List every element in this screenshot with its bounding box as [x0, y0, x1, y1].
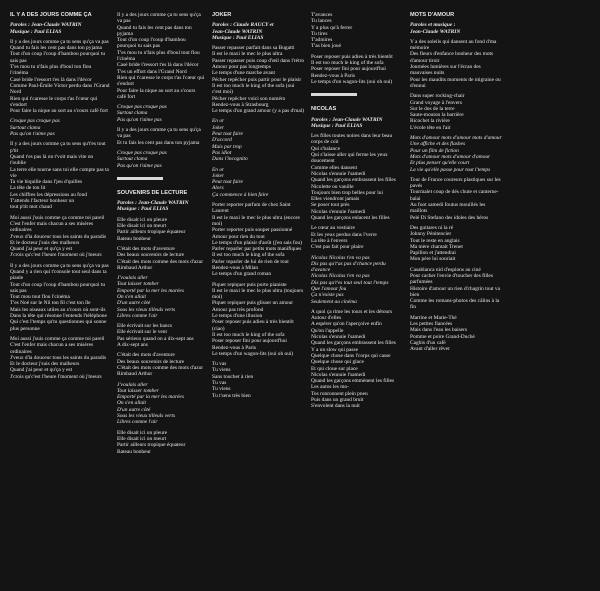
verse [311, 12, 404, 50]
lyric-line: Des beaux souvenirs de lecture [117, 252, 185, 259]
lyric-line: Tu tires [311, 30, 328, 37]
lyric-line: Alors [212, 185, 224, 192]
lyric-line: A espérer qu'on l'aperçoive enfin [311, 321, 382, 328]
lyric-line: Il y a des jours comme ça tu sens qu'ça va pas [10, 38, 109, 45]
lyric-line: Rendez-vous à Milan [212, 264, 259, 271]
lyric-line: Quand tu fais les cent pas dans ton pyjama [117, 24, 192, 37]
lyric-line: Libres comme l'air [117, 312, 158, 319]
lyric-line: Il est le maxi le mec le plus ultra [212, 51, 283, 58]
lyric-line: Elle disait ici on pleure [117, 216, 167, 223]
song-credits [117, 200, 205, 213]
chorus [117, 150, 205, 169]
credit-line: Paroles : Jean-Claude WATRIN [117, 200, 189, 207]
lyric-line: Il y a des jours comme ça tu sens qu'ça va pas [10, 262, 109, 269]
song-title: JOKER [212, 12, 232, 18]
lyric-line: Le cœur au vestiaire [311, 225, 355, 232]
verse [410, 225, 502, 263]
lyric-line: Ça n'existe pas [311, 292, 344, 299]
lyric-line: Les filles toutes noires dans leur beau corps de coït [311, 133, 393, 146]
lyric-line: Pour les maudits moments de migraine ou d'ennui [410, 76, 501, 89]
lyric-line: Le temps d'un grand roman [212, 271, 272, 278]
lyric-line: Emporté par la mer les marées [117, 394, 184, 401]
chorus [212, 118, 305, 162]
lyric-line: Tout d'un coup l'coup d'bambou pourquoi tu sais pas [10, 51, 106, 64]
lyric-line: Sur le dos de la terre [410, 105, 455, 112]
lyric-line: Tos ronronnent plein pneu [311, 390, 368, 397]
verse [212, 361, 305, 399]
lyric-line: Des beaux souvenirs de lecture [117, 358, 185, 365]
lyric-line: Tout d'un coup l'coup d'bambou pourquoi tu sais pas [10, 281, 106, 294]
column-4 [311, 12, 404, 414]
lyric-line: A dix-sept ans [117, 342, 148, 349]
lyric-line: Peut tout faire [212, 179, 243, 186]
lyric-line: Y a des soleils qui dansent au fond d'ma mémoire [410, 38, 497, 52]
lyric-line: Poser reposer fini pour aujourd'hui [212, 338, 287, 345]
lyric-line: Nicolas s'ennuie l'samedi [311, 371, 366, 378]
lyric-line: Pas qu'on t'aime pas [117, 116, 162, 123]
song-credits [311, 117, 404, 130]
lyric-line: Tout laisser tomber [117, 281, 159, 288]
lyric-line: Et le docteur j'suis des malheurs [10, 239, 80, 246]
lyric-line: Puis dans un grand bruit [311, 397, 364, 404]
lyric-line: Il est too much le king of the sofa [212, 331, 285, 338]
lyric-line: Qu'on l'appelle [311, 327, 344, 334]
verse [311, 54, 404, 85]
lyric-line: Rien qui t'caresse le corps t'as l'cœur qui s'endort [10, 95, 98, 108]
lyric-line: Quand tu fais les cent pas dans ton pyjama [10, 45, 102, 52]
lyric-line: Seulement au cinéma [311, 298, 357, 305]
lyric-line: Poser reposer puis adieu à très bientôt [311, 53, 393, 60]
lyric-line: Comme Paul-Émile Victor perdu dans l'Grand Nord [10, 82, 110, 96]
verse [410, 177, 502, 221]
lyric-line: Le temps d'un grand amour (y a pas d'mal) [212, 108, 305, 115]
lyric-line: Mon père lui souriait [410, 256, 456, 263]
lyric-line: T'es mou tu n'fais plus d'boul ton flou l'cinéma [10, 64, 92, 77]
song-title: IL Y A DES JOURS COMME ÇA [10, 12, 92, 18]
lyric-line: Saute-mouton la barrière [410, 112, 464, 119]
lyric-line: Grand voyage à l'envers [410, 99, 463, 106]
lyric-line: Tourmalet coup de dés chute et canterne-balai [410, 189, 499, 202]
lyric-line: J'veux d'la douceur tous les saints du paradis [10, 354, 107, 361]
lyric-line: Les chiffres les dépressions au fond [10, 191, 87, 198]
lyric-line: Parler reparler par petits mots manifiques [212, 246, 302, 253]
lyric-line: C'était des mots comme des mots d'azur [117, 258, 204, 265]
song-title: MOTS D'AMOUR [410, 12, 455, 18]
lyric-line: Avant d'aller rêver [410, 346, 450, 353]
verse [212, 202, 305, 278]
lyric-line: Surtout clama [117, 156, 148, 163]
lyric-line: Il est too much le king of the sofa [212, 252, 285, 259]
lyric-line: Les autos les mo- [311, 384, 349, 391]
lyric-line: Tout mou tout flou l'cinéma [10, 294, 70, 301]
lyric-line: Quelque chose dans l'corps qui casse [311, 352, 391, 359]
lyric-line: Ça commence à bien faire [212, 191, 269, 198]
verse [10, 263, 110, 332]
lyric-line: Il est le maxi le mec le plus ultra (encore moi) [212, 214, 300, 227]
lyric-line: Tu lances [311, 18, 332, 25]
lyric-line: T'avances [311, 12, 333, 18]
lyric-line: Nicolette ou vanille [311, 183, 354, 190]
lyric-line: C'est l'enfer mais chacun a ses misères ordinaires [10, 342, 94, 355]
lyric-line: Pas sérieux quand on a dix-sept ans [117, 335, 194, 342]
verse [10, 215, 110, 259]
lyric-line: Il y a des jours comme ça tu sens qu't'es tout p'tit [10, 141, 106, 154]
lyric-line: Passer repasser parfait dans sa Bugatti [212, 45, 295, 52]
lyric-line: Pas idiot [212, 149, 232, 156]
lyric-line: Mais les oiseaux utiles au s'cours où sont-ils [10, 306, 106, 313]
verse [117, 430, 205, 455]
lyric-line: Pelé Di Stefano des idoles des héros [410, 214, 489, 221]
lyric-line: Mots d'amour mots d'amour mots d'amour [410, 135, 502, 142]
lyric-line: Il est le maxi le mec le plus ultra (toujours moi) [212, 287, 304, 301]
verse [410, 267, 502, 311]
lyric-line: J'crois qu'c'est l'heure l'moment où j'meurs [10, 373, 102, 380]
lyric-line: Il y a des jours comme ça tu sens qu'ça va pas [117, 12, 201, 25]
lyric-line: Parler reparler de lui de rien de tout [212, 258, 289, 265]
lyric-line: Quand j'ai peur et qu'ça y est [10, 246, 73, 253]
lyric-line: Autour d'elles [311, 315, 342, 322]
lyric-line: Elle écrivait sur le vent [117, 329, 167, 336]
lyric-line: tout p'tit mot chaud [10, 204, 52, 211]
chorus [10, 118, 110, 137]
lyric-line: Une affiche et des flashes [410, 141, 466, 148]
lyric-line: Journées lumières sur l'écran des mauvaises nuits [410, 64, 481, 77]
chorus [117, 275, 205, 319]
lyric-line: Casé bride l'ressort t'es là dans l'décor [117, 62, 199, 69]
lyric-line: Sous les vieux tilleuls verts [117, 306, 176, 313]
lyric-line: C'était des mots comme des mots d'azur [117, 364, 204, 371]
lyric-line: Il y a des jours comme ça tu sens qu'ça va pas [117, 127, 201, 140]
lyric-line: Casablanca nid d'espions au ciné [410, 266, 481, 273]
lyric-line: Pêcher repêcher voici son numéro [212, 95, 286, 102]
lyric-line: Le temps d'un wagon-lits (oui oh oui) [212, 350, 294, 357]
lyric-line: La terre elle tourne sans toi elle compte pas ta vie [10, 166, 109, 179]
lyric-line: Moi aussi j'suis comme ça comme toi pareil [10, 214, 105, 221]
chorus [117, 104, 205, 123]
lyric-line: Toujours bien trop belles pour lui [311, 189, 383, 196]
verse [117, 352, 205, 377]
credit-line: Musique : Paul ELIAS [117, 206, 169, 213]
lyric-line: Rendez-vous à Strasbourg [212, 101, 269, 108]
lyric-line: Nicolas s'ennuie l'samedi [311, 334, 366, 341]
lyric-line: Elle disait ici on meurt [117, 223, 167, 230]
lyric-line: T'es Noé sur le Nil ton fil c'est ton île [10, 300, 91, 307]
lyric-line: Tu vas [212, 380, 227, 387]
lyric-line: Se poser tout près [311, 202, 350, 209]
verse [311, 225, 404, 250]
lyric-line: Comme elles dansent [311, 164, 358, 171]
lyric-line: La vie qu'elle passe pour tout l'temps [410, 166, 491, 173]
lyric-line: Des fleurs d'enfance bonheur des mots d'amour tiroir [410, 51, 494, 64]
lyric-line: Pour faire la nique au sort au s'cours café fort [10, 108, 108, 115]
verse [410, 93, 502, 131]
lyric-line: Casé bride l'ressort t'es là dans l'décor [10, 76, 92, 83]
lyric-line: Qui s'laisse aller qui ferme les yeux doucement [311, 152, 388, 165]
lyric-line: Au foot samedi foutus mouillés les maillots [410, 202, 486, 215]
lyric-line: T'es un effort dans l'Grand Nord [117, 68, 187, 75]
lyric-line: Partir ailleurs tropique équateur [117, 229, 186, 236]
lyric-line: Rendez-vous à Paris [311, 72, 356, 79]
lyric-line: Pécher repêcher puis partir pour le plaisir [212, 76, 302, 83]
lyric-line: Surtout clama [117, 110, 148, 117]
verse [117, 246, 205, 271]
lyric-line: Histoire d'amour un rien d'chagrin tout va bien [410, 285, 500, 298]
lyric-line: Quand j'ai peur et qu'ça y est [10, 367, 73, 374]
column-2 [117, 12, 205, 459]
lyric-line: Y a plus qu'à ferrer [311, 24, 353, 31]
lyric-line: J'crois qu'c'est l'heure l'moment où j'meurs [10, 252, 102, 259]
lyric-line: Amour pas très profond [212, 306, 264, 313]
verse [212, 282, 305, 358]
lyric-line: Pour faire la nique au sort au s'cours café fort [117, 87, 196, 100]
lyric-line: Tu viens [212, 386, 231, 393]
lyric-line: On s'en allait [117, 293, 147, 300]
lyric-line: Rimbaud Arthur [117, 371, 153, 378]
lyric-line: Pour cacher l'envie d'toucher des filles parfumées [410, 272, 493, 286]
lyric-line: Rimbaud Arthur [117, 264, 153, 271]
lyric-line: Il est too much le king of the sofa (oui c'est moi) [212, 82, 295, 96]
lyric-line: Les petites fiancées [410, 321, 453, 328]
lyric-line: Pas qu'on t'aime pas [10, 131, 55, 138]
lyric-line: C'est l'enfer mais chacun a ses misères ordinaires [10, 220, 94, 234]
chorus [117, 382, 205, 426]
lyric-line: Tu t'sens très bien [212, 392, 251, 399]
lyric-line: C'était des mots d'aventure [117, 245, 175, 252]
lyric-line: Le temps d'un plaisir d'août (j'en sais fou) [212, 239, 302, 246]
lyric-line: Partir ailleurs tropique équateur [117, 442, 186, 449]
credit-line: Jean-Claude WATRIN [212, 28, 263, 35]
song-title: SOUVENIRS DE LECTURE [117, 189, 188, 196]
lyric-line: J'voulais aller [117, 381, 148, 388]
lyric-line: Porter reporter parfum de chez Saint Laurent [212, 202, 291, 215]
lyric-line: Caghis d'un café [410, 339, 446, 346]
lyric-line: Dis pas qu't'as pas d'chance perdu d'avance [311, 260, 386, 274]
lyric-line: Elle disait ici on pleure [117, 429, 167, 436]
lyric-line: Poser reposer fini pour aujourd'hui [311, 66, 386, 73]
verse [117, 217, 205, 242]
lyric-line: Ta vie biquille dans l'jeu d'quilles [10, 179, 83, 186]
lyric-line: Johnny Pénitencier [410, 231, 452, 238]
lyric-line: Poser reposer puis adieu à très bientôt (ciao) [212, 319, 294, 332]
lyric-line: D'accord [212, 137, 232, 144]
lyric-line: Le temps d'une marche avant [212, 70, 275, 77]
lyric-line: D'un autre côté [117, 300, 151, 307]
lyric-line: T'es mou tu n'fais plus d'boul tout flou l'cinéma [117, 49, 200, 63]
verse [410, 39, 502, 89]
column-3 [212, 12, 305, 403]
lyric-line: Croque pas croque pas [117, 104, 167, 111]
lyric-line: Croque pas croque pas [10, 118, 60, 125]
lyric-line: Et les yeux perdus dans l'verre [311, 231, 377, 238]
lyric-line: Dans l'incognito [212, 156, 248, 163]
lyric-line: Piquer repiquer puis glisser un amour [212, 300, 293, 307]
lyric-line: T'as bien joué [311, 43, 342, 50]
lyric-line: Quand les garçons enlacent les filles [311, 215, 390, 222]
lyric-line: Joker [212, 172, 224, 179]
lyric-line: Amour pour pas longtemps [212, 64, 271, 71]
lyric-line: Que l'amour fou [311, 285, 347, 292]
lyric-line: Tout le reste en anglais [410, 237, 460, 244]
lyric-line: En or [212, 118, 225, 125]
lyric-line: Nicolas Nicolas t'en va pas [311, 254, 370, 261]
lyric-line: Emporté par la mer les marées [117, 287, 184, 294]
lyric-line: Il est too much le king of the sofa [311, 60, 384, 67]
lyric-line: Sous les vieux tilleuls verts [117, 413, 176, 420]
lyric-line: L'école tête en l'air [410, 124, 451, 131]
lyric-line: C'est pas fait pour plaire [311, 244, 364, 251]
song-credits [410, 22, 502, 35]
lyric-line: S'envolent dans la nuit [311, 403, 360, 410]
lyric-line: Rien qui t'caresse le corps t'as l'cœur qui s'endort [117, 74, 205, 88]
lyric-line: Ma mère chantait Trenet [410, 243, 463, 250]
lyric-line: La tête de ton lit [10, 185, 46, 192]
verse [117, 323, 205, 348]
lyric-line: Et qui cloue sur place [311, 365, 358, 372]
lyric-line: T'attends l'facteur bonheur un [10, 198, 75, 205]
lyric-line: Bateau bonheur [117, 235, 151, 242]
lyric-line: Mais dans l'eau les baisers [410, 327, 467, 334]
lyric-line: Bateau bonheur [117, 448, 151, 455]
lyric-line: Qui c'est l'temps qu'tu questionnes qui sonne plus personne [10, 319, 107, 332]
lyric-line: Tour de France coureurs plastiques sur les pavés [410, 176, 501, 190]
lyric-line: Tu viens [212, 367, 231, 374]
lyric-line: Ricochet la rivière [410, 118, 450, 125]
song-title: NICOLAS [311, 106, 337, 113]
verse [311, 133, 404, 221]
song-divider [311, 93, 357, 96]
lyric-line: A quoi ça rime les tours et les détours [311, 308, 393, 315]
lyric-line: C'était des mots d'aventure [117, 352, 175, 359]
lyric-line: Nicolas Nicolas t'en va pas [311, 273, 370, 280]
credit-line: Musique : Paul ELIAS [10, 28, 62, 35]
lyric-line: La tête à l'envers [311, 237, 348, 244]
lyric-line: Qui s'balance [311, 145, 340, 152]
lyric-line: Elle écrivait sur les bancs [117, 323, 173, 330]
credit-line: Paroles : Claude RAUCY et [212, 22, 274, 29]
lyric-line: Amour pour rien du tout [212, 233, 265, 240]
lyric-line: Nicolas s'ennuie l'samedi [311, 170, 366, 177]
lyric-line: Comme les romans-photos des câlins à la fin [410, 298, 500, 311]
lyric-line: Pomme et poire Grand-Duché [410, 333, 475, 340]
lyric-line: Piquer repiquer puis porto pianiste [212, 281, 287, 288]
verse [10, 336, 110, 380]
song-divider [117, 177, 163, 180]
lyric-line: Quand t'es pas là on t'voit mais vite on t'oublie [10, 153, 94, 167]
credit-line: Jean-Claude WATRIN [410, 28, 461, 35]
song-credits [10, 22, 110, 35]
lyric-line: Mots d'amour mots d'amour d'amour [410, 153, 491, 160]
credit-line: Paroles : Jean-Claude WATRIN [311, 116, 383, 123]
column-1 [10, 12, 110, 384]
lyric-line: Tout laisser tomber [117, 387, 159, 394]
lyric-line: D'un autre côté [117, 406, 151, 413]
lyric-line: Croque pas croque pas [117, 149, 167, 156]
lyric-line: Le temps d'une illusion [212, 313, 263, 320]
verse [117, 12, 205, 100]
lyric-line: Porter reporter puis souper passionné [212, 227, 293, 234]
lyric-line: On s'en allait [117, 400, 147, 407]
lyric-line: J'veux d'la douceur tous les saints du paradis [10, 233, 107, 240]
lyric-line: Martine et Marie-Thé [410, 314, 457, 321]
lyric-line: Dans super rocking-chair [410, 93, 465, 100]
lyric-line: Peut tout faire [212, 131, 243, 138]
lyric-line: En or [212, 166, 225, 173]
chorus [410, 135, 502, 173]
lyric-line: Et le docteur j'suis des malheurs [10, 361, 80, 368]
lyric-line: Elles viendront jamais [311, 196, 360, 203]
lyric-line: Quand les garçons emmènent les filles [311, 378, 395, 385]
lyric-line: Tout d'un coup l'coup d'bambou pourquoi tu sais pas [117, 37, 186, 50]
lyric-line: Papillon et j'attendrai [410, 250, 456, 257]
lyric-line: Sans toucher à rien [212, 373, 254, 380]
chorus [311, 255, 404, 305]
verse [311, 309, 404, 410]
verse [212, 45, 305, 114]
lyric-line: Et tu fais les cent pas dans ton pyjama [117, 139, 200, 146]
lyric-line: Tu vas [212, 361, 227, 368]
lyric-line: Moi aussi j'suis comme ça comme toi pareil [10, 335, 105, 342]
lyric-line: Des guitares ni la ré [410, 224, 454, 231]
credit-line: Paroles et musique : [410, 22, 456, 29]
lyric-line: Joker [212, 124, 224, 131]
lyric-line: Et plus penser qu'elle court [410, 160, 470, 167]
verse [10, 141, 110, 210]
lyric-line: Le temps d'un wagon-lits (oui oh oui) [311, 78, 393, 85]
lyric-line: Quand les garçons embrassent les filles [311, 340, 396, 347]
lyric-line: Dans la tête qui résonne l'entends l'téléphone [10, 313, 107, 320]
song-credits [212, 22, 305, 41]
lyric-line: Quand y a rien qui t'console tout seul dans ta piaule [10, 268, 107, 282]
lyric-line: Libres comme l'air [117, 419, 158, 426]
chorus [212, 167, 305, 198]
lyric-line: Passer repasser puis coup d'œil dans l'rétro [212, 57, 305, 64]
lyric-line: Nicolas s'ennuie l'samedi [311, 208, 366, 215]
lyric-line: Dis pas qu't'es tout seul tout l'temps [311, 279, 389, 286]
verse [10, 39, 110, 115]
lyric-line: Mais par trop [212, 143, 242, 150]
credit-line: Musique : Paul ELIAS [311, 122, 363, 129]
column-5 [410, 12, 502, 357]
verse [410, 315, 502, 353]
lyric-line: T'admires [311, 37, 333, 44]
lyric-line: Pas qu'on t'aime pas [117, 162, 162, 169]
lyric-line: Quand les garçons embrassent les filles [311, 177, 396, 184]
lyric-line: Rendez-vous à Paris [212, 344, 257, 351]
verse [117, 127, 205, 146]
lyric-line: Elle disait ici on meurt [117, 435, 167, 442]
credit-line: Paroles : Jean-Claude WATRIN [10, 22, 82, 29]
lyric-line: Y a un slow qui passe [311, 346, 358, 353]
credit-line: Musique : Paul ELIAS [212, 34, 264, 41]
lyric-line: Quelque chose qui glace [311, 359, 364, 366]
lyric-line: J'voulais aller [117, 275, 148, 282]
lyric-line: Surtout clama [10, 124, 41, 131]
lyric-line: Pour un film de fiction [410, 147, 459, 154]
